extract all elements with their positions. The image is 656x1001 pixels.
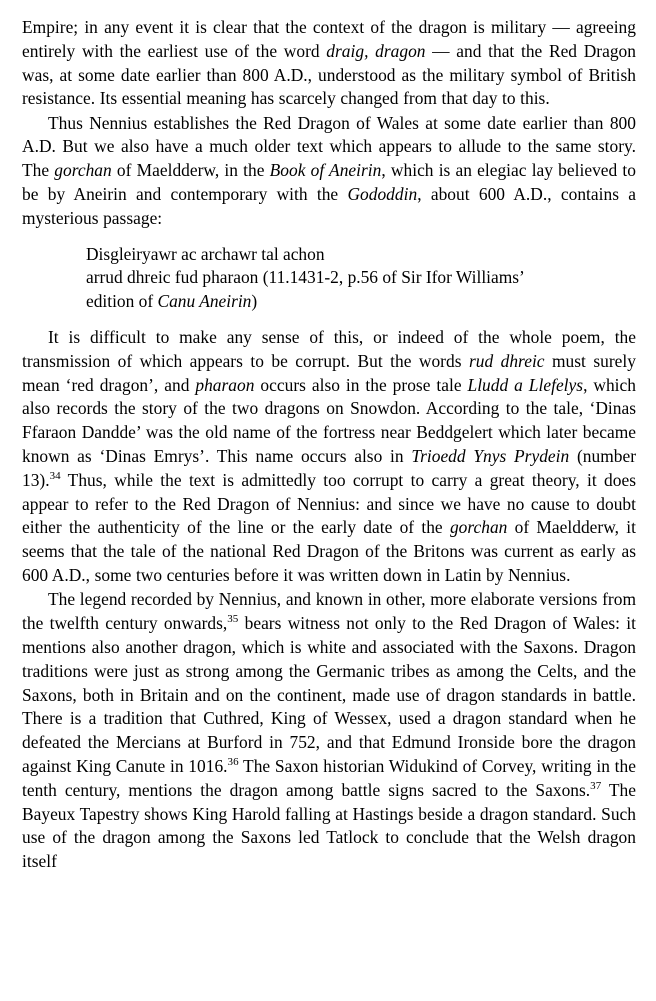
footnote-marker: 36	[227, 756, 239, 769]
italic-run: gorchan	[449, 517, 508, 538]
blockquote-line: arrud dhreic fud pharaon (11.1431-2, p.56 of Sir Ifor Williams’	[86, 267, 525, 288]
footnote-marker: 35	[227, 613, 239, 626]
footnote-marker: 37	[590, 779, 602, 792]
italic-run: Trioedd Ynys Prydein	[411, 446, 570, 467]
italic-run: Book of Aneirin	[269, 160, 382, 181]
italic-run: draig, dragon	[326, 40, 426, 61]
blockquote	[22, 243, 636, 314]
italic-run: Canu Aneirin	[157, 291, 252, 312]
italic-run: rud dhreic	[468, 350, 545, 371]
blockquote-line: edition of Canu Aneirin)	[86, 291, 258, 312]
paragraph-4: The legend recorded by Nennius, and known in other, more elaborate versions from the twelfth century onwards,$^{35}$ bears witness not only to the Red Dragon of Wales: it mentions also another dragon, which is white and associated with the Saxons. Dragon traditions were just as strong among the Germanic tribes as among the Celts, and the Saxons, both in Britain and on the continent, made use of dragon standards in battle. There is a tradition that Cuthred, King of Wessex, used a dragon standard when he defeated the Mercians at Burford in 752, and that Edmund Ironside bore the dragon against King Canute in 1016.36 The Saxon historian Widukind of Corvey, writing in the tenth century, mentions the dragon among battle signs sacred to the Saxons.$^{37}$ The Bayeux Tapestry shows King Harold falling at Hastings beside a dragon standard. Such use of the dragon among the Saxons led Tatlock to conclude that the Welsh dragon itself	[22, 589, 636, 872]
paragraph-3: It is difficult to make any sense of this, or indeed of the whole poem, the transmission of which appears to be corrupt. But the words rud dhreic must surely mean ‘red dragon’, and pharaon occurs also in the prose tale Lludd a Llefelys, which also records the story of the two dragons on Snowdon. According to the tale, ‘Dinas Ffaraon Dandde’ was the old name of the fortress near Beddgelert which later became known as ‘Dinas Emrys’. This name occurs also in Trioedd Ynys Prydein (number 13).$^{34}$ Thus, while the text is admittedly too corrupt to carry a great theory, it does appear to refer to the Red Dragon of Nennius: and since we have no cause to doubt either the authenticity of the line or the early date of the gorchan of Maeldderw, it seems that the tale of the national Red Dragon of the Britons was current as early as 600 A.D., some two centuries before it was written down in Latin by Nennius.	[22, 327, 637, 586]
paragraph-1: Empire; in any event it is clear that the context of the dragon is military — agreeing entirely with the earliest use of the word draig, dragon — and that the Red Dragon was, at some date earlier than 800 A.D., understood as the military symbol of British resistance. Its essential meaning has scarcely changed from that day to this.	[22, 17, 636, 109]
blockquote-line: Disgleiryawr ac archawr tal achon	[86, 243, 325, 264]
paragraph-2: Thus Nennius establishes the Red Dragon of Wales at some date earlier than 800 A.D. But we also have a much older text which appears to allude to the same story. The gorchan of Maeldderw, in the Book of Aneirin, which is an elegiac lay believed to be by Aneirin and contemporary with the Gododdin, about 600 A.D., contains a mysterious passage:	[22, 112, 636, 228]
footnote-marker: 34	[49, 470, 61, 483]
italic-run: pharaon	[195, 374, 255, 395]
italic-run: gorchan	[54, 160, 112, 181]
italic-run: Gododdin	[347, 184, 418, 205]
italic-run: Lludd a Llefelys	[467, 374, 584, 395]
